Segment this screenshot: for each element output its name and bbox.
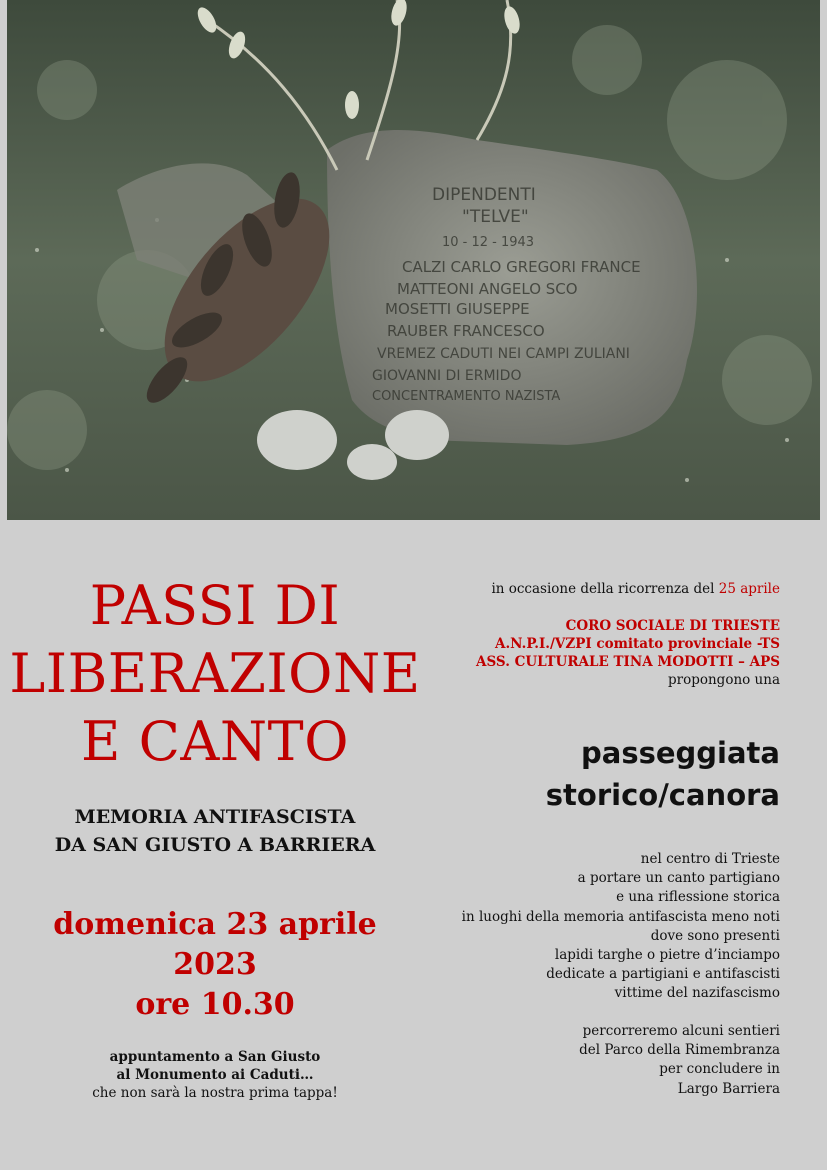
svg-text:"TELVE": "TELVE" bbox=[462, 207, 529, 227]
svg-text:CALZI CARLO GREGORI FRANCE: CALZI CARLO GREGORI FRANCE bbox=[402, 258, 641, 276]
organizer-2: A.N.P.I./VZPI comitato provinciale -TS bbox=[495, 636, 780, 652]
occasion-line: in occasione della ricorrenza del 25 aprile bbox=[491, 581, 780, 597]
svg-text:10 - 12 - 1943: 10 - 12 - 1943 bbox=[442, 235, 535, 250]
organizer-1: CORO SOCIALE DI TRIESTE bbox=[565, 618, 780, 634]
meeting-point: appuntamento a San Giusto al Monumento ai Caduti… che non sarà la nostra prima tappa! bbox=[92, 1049, 338, 1101]
organizer-3: ASS. CULTURALE TINA MODOTTI – APS bbox=[476, 654, 780, 670]
svg-text:GIOVANNI DI ERMIDO: GIOVANNI DI ERMIDO bbox=[372, 368, 522, 384]
svg-text:MATTEONI ANGELO SCO: MATTEONI ANGELO SCO bbox=[397, 280, 578, 298]
svg-text:MOSETTI GIUSEPPE: MOSETTI GIUSEPPE bbox=[385, 300, 530, 318]
svg-text:CONCENTRAMENTO NAZISTA: CONCENTRAMENTO NAZISTA bbox=[372, 389, 561, 404]
event-title: PASSI DI LIBERAZIONE E CANTO bbox=[9, 574, 421, 773]
event-description: nel centro di Trieste a portare un canto partigiano e una riflessione storica in luoghi della memoria antifascista meno noti dove sono presenti lapidi targhe o pietre d’inciampo dedicate a partigiani e antifascisti vittime del nazifascismo bbox=[461, 851, 780, 1002]
svg-text:DIPENDENTI: DIPENDENTI bbox=[432, 185, 536, 205]
walk-title: passeggiata storico/canora bbox=[545, 736, 780, 812]
event-date: domenica 23 aprile 2023 ore 10.30 bbox=[53, 907, 377, 1022]
route-description: percorreremo alcuni sentieri del Parco della Rimembranza per concludere in Largo Barriera bbox=[579, 1023, 780, 1097]
organizers bbox=[476, 617, 780, 689]
memorial-stone-photo bbox=[7, 0, 820, 520]
svg-text:RAUBER FRANCESCO: RAUBER FRANCESCO bbox=[387, 322, 545, 340]
propose-text: propongono una bbox=[667, 672, 780, 688]
svg-text:VREMEZ CADUTI NEI CAMPI ZULI: VREMEZ CADUTI NEI CAMPI ZULIANI bbox=[377, 346, 630, 362]
event-subtitle: MEMORIA ANTIFASCISTA DA SAN GIUSTO A BARRIERA bbox=[54, 806, 376, 856]
